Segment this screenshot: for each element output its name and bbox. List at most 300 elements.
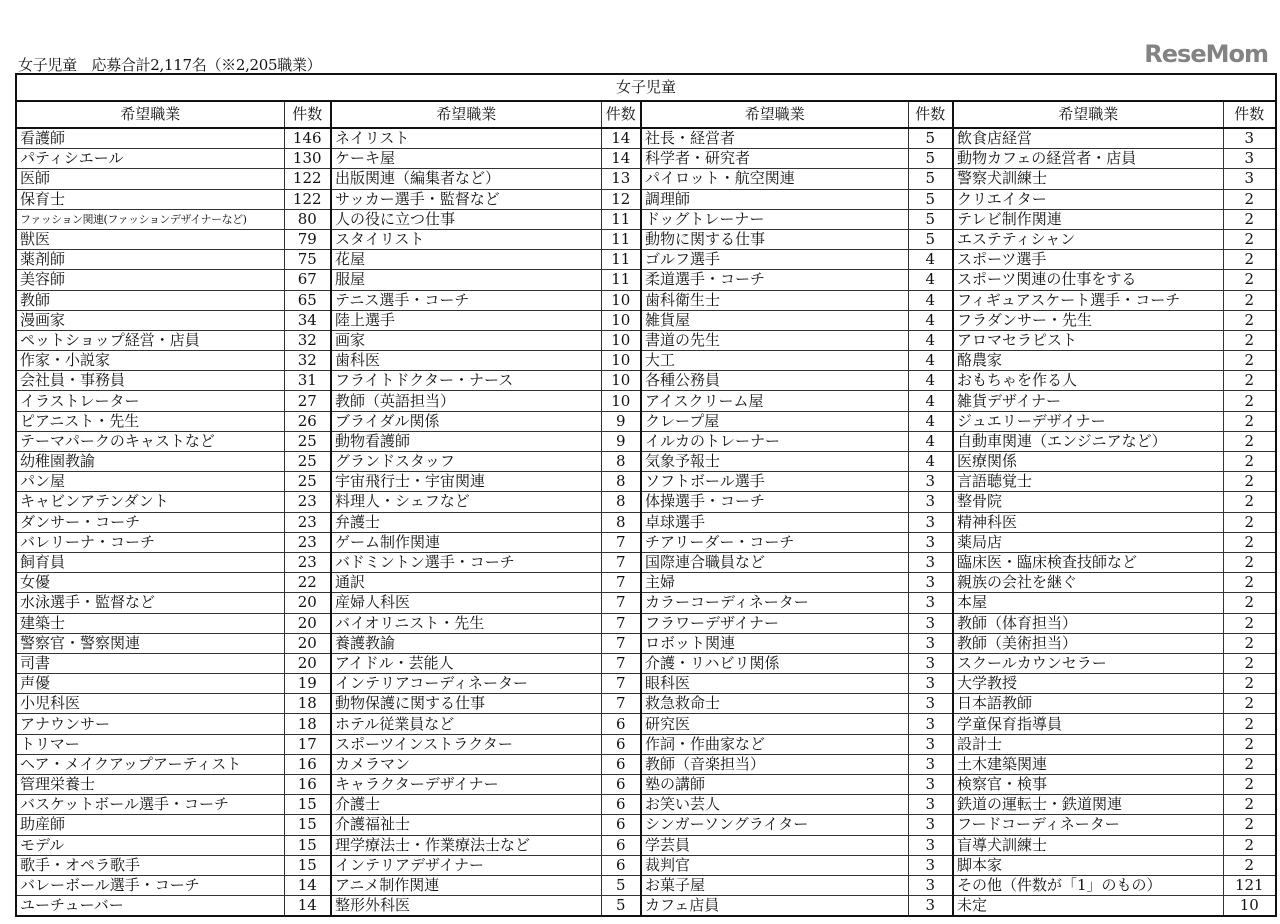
table-row: [16, 552, 1276, 572]
job-name: クリエイター: [953, 189, 1223, 209]
job-count: 4: [908, 290, 953, 310]
job-name: 塾の講師: [641, 775, 908, 795]
job-count: 5: [908, 128, 953, 149]
job-count: 7: [601, 653, 641, 673]
job-count: 65: [284, 290, 331, 310]
job-name: 警察官・警察関連: [16, 633, 284, 653]
job-name: 医師: [16, 169, 284, 189]
job-name: 人の役に立つ仕事: [331, 209, 601, 229]
job-name: 介護士: [331, 795, 601, 815]
job-name: テニス選手・コーチ: [331, 290, 601, 310]
job-count: 25: [284, 472, 331, 492]
job-name: 整骨院: [953, 492, 1223, 512]
job-name: クレープ屋: [641, 411, 908, 431]
job-name: 未定: [953, 896, 1223, 917]
job-count: 2: [1223, 250, 1276, 270]
job-count: 22: [284, 573, 331, 593]
job-count: 3: [908, 573, 953, 593]
table-row: [16, 795, 1276, 815]
job-name: 幼稚園教諭: [16, 452, 284, 472]
job-count: 4: [908, 391, 953, 411]
table-row: [16, 633, 1276, 653]
header-count: 件数: [908, 101, 953, 128]
table-row: [16, 754, 1276, 774]
job-name: 雑貨屋: [641, 310, 908, 330]
job-count: 2: [1223, 613, 1276, 633]
job-count: 3: [1223, 128, 1276, 149]
table-row: [16, 714, 1276, 734]
job-count: 2: [1223, 694, 1276, 714]
job-name: 柔道選手・コーチ: [641, 270, 908, 290]
table-row: [16, 815, 1276, 835]
table-row: [16, 492, 1276, 512]
job-count: 4: [908, 270, 953, 290]
job-name: 国際連合職員など: [641, 552, 908, 572]
job-count: 7: [601, 593, 641, 613]
job-count: 2: [1223, 371, 1276, 391]
job-count: 3: [908, 613, 953, 633]
job-count: 146: [284, 128, 331, 149]
job-name: ヘア・メイクアップアーティスト: [16, 754, 284, 774]
job-name: バドミントン選手・コーチ: [331, 552, 601, 572]
job-count: 2: [1223, 290, 1276, 310]
job-name: ゲーム制作関連: [331, 532, 601, 552]
job-count: 6: [601, 815, 641, 835]
job-name: フードコーディネーター: [953, 815, 1223, 835]
job-count: 3: [908, 896, 953, 917]
job-count: 3: [908, 855, 953, 875]
job-count: 2: [1223, 795, 1276, 815]
job-count: 3: [908, 532, 953, 552]
job-count: 14: [601, 128, 641, 149]
job-count: 16: [284, 775, 331, 795]
document-caption: 女子児童 応募合計2,117名（※2,205職業）: [18, 56, 322, 74]
header-job: 希望職業: [331, 101, 601, 128]
job-name: 脚本家: [953, 855, 1223, 875]
table-row: [16, 653, 1276, 673]
job-name: イラストレーター: [16, 391, 284, 411]
job-name: 体操選手・コーチ: [641, 492, 908, 512]
job-count: 10: [1223, 896, 1276, 917]
table-row: [16, 128, 1276, 149]
job-count: 8: [601, 452, 641, 472]
job-name: 医療関係: [953, 452, 1223, 472]
job-name: 会社員・事務員: [16, 371, 284, 391]
job-count: 2: [1223, 855, 1276, 875]
job-name: 社長・経営者: [641, 128, 908, 149]
job-name: 教師（音楽担当）: [641, 754, 908, 774]
job-count: 23: [284, 512, 331, 532]
job-name: インテリアコーディネーター: [331, 674, 601, 694]
job-count: 4: [908, 250, 953, 270]
job-name: 教師（体育担当）: [953, 613, 1223, 633]
table-row: [16, 209, 1276, 229]
job-name: ソフトボール選手: [641, 472, 908, 492]
job-count: 23: [284, 552, 331, 572]
job-count: 2: [1223, 411, 1276, 431]
table-row: [16, 573, 1276, 593]
job-count: 14: [284, 896, 331, 917]
job-name: 土木建築関連: [953, 754, 1223, 774]
job-count: 2: [1223, 734, 1276, 754]
job-name: 研究医: [641, 714, 908, 734]
job-name: 本屋: [953, 593, 1223, 613]
job-count: 2: [1223, 512, 1276, 532]
table-row: [16, 371, 1276, 391]
watermark-logo: ReseMom: [1144, 40, 1268, 68]
job-name: 学童保育指導員: [953, 714, 1223, 734]
job-count: 18: [284, 714, 331, 734]
job-count: 2: [1223, 775, 1276, 795]
job-name: フラワーデザイナー: [641, 613, 908, 633]
job-count: 2: [1223, 310, 1276, 330]
job-name: 動物に関する仕事: [641, 229, 908, 249]
table-row: [16, 512, 1276, 532]
job-count: 3: [908, 593, 953, 613]
job-name: パティシエール: [16, 149, 284, 169]
job-count: 3: [908, 775, 953, 795]
job-count: 2: [1223, 472, 1276, 492]
job-name: バレーボール選手・コーチ: [16, 875, 284, 895]
job-name: お菓子屋: [641, 875, 908, 895]
table-row: [16, 472, 1276, 492]
job-count: 2: [1223, 754, 1276, 774]
job-name: 画家: [331, 330, 601, 350]
job-name: 各種公務員: [641, 371, 908, 391]
job-count: 2: [1223, 532, 1276, 552]
table-row: [16, 391, 1276, 411]
job-count: 5: [601, 896, 641, 917]
job-count: 75: [284, 250, 331, 270]
job-count: 8: [601, 472, 641, 492]
job-name: 自動車関連（エンジニアなど）: [953, 431, 1223, 451]
job-count: 10: [601, 371, 641, 391]
job-count: 2: [1223, 452, 1276, 472]
job-count: 3: [1223, 149, 1276, 169]
header-job: 希望職業: [641, 101, 908, 128]
job-name: 通訳: [331, 573, 601, 593]
job-name: 助産師: [16, 815, 284, 835]
job-count: 32: [284, 351, 331, 371]
job-name: 作詞・作曲家など: [641, 734, 908, 754]
job-name: ドッグトレーナー: [641, 209, 908, 229]
job-name: 歯科衛生士: [641, 290, 908, 310]
job-count: 3: [1223, 169, 1276, 189]
job-count: 11: [601, 250, 641, 270]
table-row: [16, 532, 1276, 552]
job-name: ダンサー・コーチ: [16, 512, 284, 532]
job-count: 5: [908, 169, 953, 189]
table-row: [16, 734, 1276, 754]
table-row: [16, 896, 1276, 917]
job-count: 6: [601, 775, 641, 795]
job-name: 司書: [16, 653, 284, 673]
job-count: 3: [908, 754, 953, 774]
job-count: 2: [1223, 229, 1276, 249]
job-count: 20: [284, 633, 331, 653]
job-count: 4: [908, 310, 953, 330]
job-count: 4: [908, 351, 953, 371]
job-count: 32: [284, 330, 331, 350]
job-name: スポーツ関連の仕事をする: [953, 270, 1223, 290]
job-name: バレリーナ・コーチ: [16, 532, 284, 552]
job-count: 3: [908, 674, 953, 694]
job-count: 5: [908, 229, 953, 249]
job-name: 動物カフェの経営者・店員: [953, 149, 1223, 169]
job-count: 20: [284, 653, 331, 673]
job-name: ネイリスト: [331, 128, 601, 149]
job-name: 警察犬訓練士: [953, 169, 1223, 189]
job-count: 7: [601, 694, 641, 714]
job-name: 検察官・検事: [953, 775, 1223, 795]
job-name: スタイリスト: [331, 229, 601, 249]
job-name: ピアニスト・先生: [16, 411, 284, 431]
job-name: キャラクターデザイナー: [331, 775, 601, 795]
job-count: 2: [1223, 209, 1276, 229]
job-name: ロボット関連: [641, 633, 908, 653]
job-count: 10: [601, 351, 641, 371]
table-row: [16, 270, 1276, 290]
job-count: 5: [908, 149, 953, 169]
table-row: [16, 351, 1276, 371]
job-name: 小児科医: [16, 694, 284, 714]
job-count: 15: [284, 855, 331, 875]
job-count: 15: [284, 835, 331, 855]
table-body: [16, 128, 1276, 916]
job-count: 19: [284, 674, 331, 694]
table-row: [16, 431, 1276, 451]
job-name: 獣医: [16, 229, 284, 249]
job-name: 理学療法士・作業療法士など: [331, 835, 601, 855]
job-name: 書道の先生: [641, 330, 908, 350]
table-row: [16, 674, 1276, 694]
job-count: 6: [601, 855, 641, 875]
job-name: スクールカウンセラー: [953, 653, 1223, 673]
job-name: 大工: [641, 351, 908, 371]
job-name: カフェ店員: [641, 896, 908, 917]
job-count: 3: [908, 512, 953, 532]
job-count: 8: [601, 492, 641, 512]
job-count: 6: [601, 714, 641, 734]
job-count: 3: [908, 835, 953, 855]
job-count: 4: [908, 452, 953, 472]
job-count: 2: [1223, 593, 1276, 613]
job-count: 25: [284, 431, 331, 451]
job-count: 3: [908, 552, 953, 572]
job-count: 10: [601, 391, 641, 411]
job-name: アロマセラピスト: [953, 330, 1223, 350]
job-name: 臨床医・臨床検査技師など: [953, 552, 1223, 572]
job-count: 3: [908, 492, 953, 512]
job-name: 陸上選手: [331, 310, 601, 330]
job-count: 2: [1223, 633, 1276, 653]
job-name: アイドル・芸能人: [331, 653, 601, 673]
job-name: アナウンサー: [16, 714, 284, 734]
job-name: 保育士: [16, 189, 284, 209]
job-name: 大学教授: [953, 674, 1223, 694]
table-row: [16, 290, 1276, 310]
job-count: 7: [601, 552, 641, 572]
job-count: 2: [1223, 815, 1276, 835]
job-name: 調理師: [641, 189, 908, 209]
job-name: チアリーダー・コーチ: [641, 532, 908, 552]
job-name: イルカのトレーナー: [641, 431, 908, 451]
job-name: ペットショップ経営・店員: [16, 330, 284, 350]
job-name: 主婦: [641, 573, 908, 593]
job-count: 34: [284, 310, 331, 330]
job-count: 3: [908, 714, 953, 734]
job-count: 10: [601, 290, 641, 310]
job-count: 3: [908, 694, 953, 714]
job-name: 水泳選手・監督など: [16, 593, 284, 613]
job-count: 2: [1223, 714, 1276, 734]
job-name: 酪農家: [953, 351, 1223, 371]
job-count: 2: [1223, 835, 1276, 855]
job-count: 7: [601, 532, 641, 552]
job-count: 5: [908, 209, 953, 229]
table-title: 女子児童: [16, 74, 1276, 101]
job-name: 産婦人科医: [331, 593, 601, 613]
job-name: 雑貨デザイナー: [953, 391, 1223, 411]
job-count: 4: [908, 371, 953, 391]
job-name: 建築士: [16, 613, 284, 633]
job-name: 歌手・オペラ歌手: [16, 855, 284, 875]
job-name: 裁判官: [641, 855, 908, 875]
job-name: 出版関連（編集者など）: [331, 169, 601, 189]
job-name: ブライダル関係: [331, 411, 601, 431]
job-name: 眼科医: [641, 674, 908, 694]
job-name: 服屋: [331, 270, 601, 290]
job-count: 6: [601, 835, 641, 855]
job-name: テーマパークのキャストなど: [16, 431, 284, 451]
job-count: 2: [1223, 351, 1276, 371]
job-name: 精神科医: [953, 512, 1223, 532]
job-name: 宇宙飛行士・宇宙関連: [331, 472, 601, 492]
job-name: 美容師: [16, 270, 284, 290]
job-count: 11: [601, 229, 641, 249]
table-row: [16, 310, 1276, 330]
job-count: 6: [601, 734, 641, 754]
job-name: アイスクリーム屋: [641, 391, 908, 411]
job-name: 漫画家: [16, 310, 284, 330]
job-name: エステティシャン: [953, 229, 1223, 249]
table-row: [16, 189, 1276, 209]
job-name: 管理栄養士: [16, 775, 284, 795]
job-count: 20: [284, 613, 331, 633]
table-row: [16, 169, 1276, 189]
job-name: 親族の会社を継ぐ: [953, 573, 1223, 593]
job-name: フライトドクター・ナース: [331, 371, 601, 391]
job-name: その他（件数が「1」のもの）: [953, 875, 1223, 895]
job-name: 薬局店: [953, 532, 1223, 552]
table-row: [16, 613, 1276, 633]
job-name: 教師（美術担当）: [953, 633, 1223, 653]
job-count: 26: [284, 411, 331, 431]
job-count: 9: [601, 431, 641, 451]
job-count: 10: [601, 330, 641, 350]
job-count: 7: [601, 633, 641, 653]
table-row: [16, 452, 1276, 472]
job-name: 鉄道の運転士・鉄道関連: [953, 795, 1223, 815]
job-count: 6: [601, 754, 641, 774]
job-count: 10: [601, 310, 641, 330]
job-count: 3: [908, 815, 953, 835]
job-name: グランドスタッフ: [331, 452, 601, 472]
job-count: 4: [908, 431, 953, 451]
job-name: アニメ制作関連: [331, 875, 601, 895]
job-count: 11: [601, 209, 641, 229]
job-count: 14: [601, 149, 641, 169]
job-count: 2: [1223, 189, 1276, 209]
table-row: [16, 875, 1276, 895]
job-count: 122: [284, 169, 331, 189]
job-count: 67: [284, 270, 331, 290]
job-name: 弁護士: [331, 512, 601, 532]
job-name: フラダンサー・先生: [953, 310, 1223, 330]
job-name: スポーツインストラクター: [331, 734, 601, 754]
table-row: [16, 411, 1276, 431]
job-name: カラーコーディネーター: [641, 593, 908, 613]
header-count: 件数: [284, 101, 331, 128]
job-count: 2: [1223, 431, 1276, 451]
job-name: おもちゃを作る人: [953, 371, 1223, 391]
job-name: バイオリニスト・先生: [331, 613, 601, 633]
job-name: 飲食店経営: [953, 128, 1223, 149]
job-count: 3: [908, 795, 953, 815]
job-name: 飼育員: [16, 552, 284, 572]
job-count: 7: [601, 573, 641, 593]
job-name: ゴルフ選手: [641, 250, 908, 270]
table-row: [16, 855, 1276, 875]
job-count: 7: [601, 613, 641, 633]
job-count: 2: [1223, 653, 1276, 673]
job-count: 14: [284, 875, 331, 895]
table-row: [16, 250, 1276, 270]
table-row: [16, 330, 1276, 350]
job-name: 整形外科医: [331, 896, 601, 917]
job-name: ホテル従業員など: [331, 714, 601, 734]
job-count: 2: [1223, 391, 1276, 411]
job-name: 動物看護師: [331, 431, 601, 451]
header-job: 希望職業: [953, 101, 1223, 128]
job-name: サッカー選手・監督など: [331, 189, 601, 209]
job-count: 8: [601, 512, 641, 532]
job-count: 2: [1223, 573, 1276, 593]
job-name: 介護・リハビリ関係: [641, 653, 908, 673]
job-name: パイロット・航空関連: [641, 169, 908, 189]
job-count: 15: [284, 795, 331, 815]
job-count: 17: [284, 734, 331, 754]
job-count: 79: [284, 229, 331, 249]
job-count: 3: [908, 734, 953, 754]
job-name: 日本語教師: [953, 694, 1223, 714]
job-name: モデル: [16, 835, 284, 855]
job-count: 2: [1223, 674, 1276, 694]
job-count: 2: [1223, 492, 1276, 512]
job-name: 卓球選手: [641, 512, 908, 532]
job-count: 5: [601, 875, 641, 895]
job-count: 7: [601, 674, 641, 694]
job-count: 5: [908, 189, 953, 209]
job-name: 看護師: [16, 128, 284, 149]
job-count: 23: [284, 492, 331, 512]
job-count: 121: [1223, 875, 1276, 895]
job-count: 25: [284, 452, 331, 472]
header-row: [16, 101, 1276, 128]
job-name: シンガーソングライター: [641, 815, 908, 835]
job-name: 作家・小説家: [16, 351, 284, 371]
job-name: 設計士: [953, 734, 1223, 754]
